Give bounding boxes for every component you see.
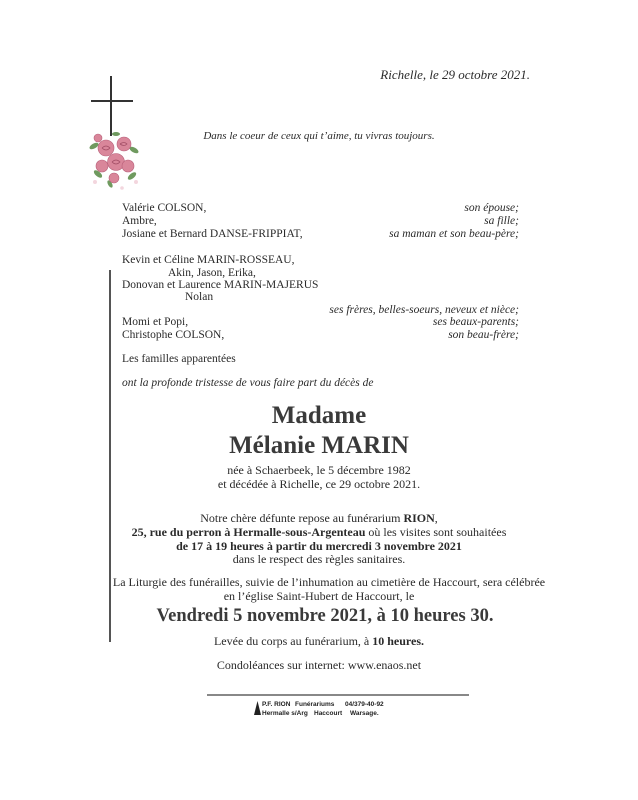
siblings-line-4: Nolan (185, 291, 214, 303)
company-name: P.F. RION (262, 701, 291, 708)
family-row (122, 315, 519, 329)
siblings-relation: ses frères, belles-soeurs, neveux et nièce; (329, 304, 519, 316)
motto: Dans le coeur de ceux qui t’aime, tu vivras toujours. (203, 130, 435, 142)
visitation-text: Notre chère défunte repose au funérarium (200, 511, 404, 525)
cross-horizontal (91, 100, 133, 102)
levee-time: 10 heures. (372, 634, 425, 648)
location-2: Haccourt (314, 710, 343, 717)
location-3: Warsage. (350, 710, 379, 717)
family-name: Josiane et Bernard DANSE-FRIPPIAT, (122, 228, 303, 240)
company-phone: 04/379-40-92 (345, 701, 384, 708)
deceased-name: Mélanie MARIN (229, 432, 409, 459)
funeral-home-logo-icon (254, 701, 261, 715)
family-relation: sa maman et son beau-père; (389, 228, 519, 240)
visitation-hours: de 17 à 19 heures à partir du mercredi 3 novembre 2021 (176, 539, 462, 553)
family-relation: ses beaux-parents; (432, 316, 519, 328)
levee-line (0, 634, 638, 648)
family-relation: son épouse; (464, 202, 519, 214)
company-type: Funérariums (295, 701, 335, 708)
family-row (122, 328, 519, 342)
footer-rule (207, 694, 469, 696)
funeral-date: Vendredi 5 novembre 2021, à 10 heures 30. (156, 606, 494, 626)
deceased-died: et décédée à Richelle, ce 29 octobre 2021. (217, 477, 421, 491)
location-1: Hermalle s/Arg (262, 710, 308, 717)
visitation-text: , (434, 511, 438, 525)
family-relation: son beau-frère; (448, 329, 519, 341)
family-name: Ambre, (122, 215, 157, 227)
visitation-text: où les visites sont souhaitées (365, 525, 507, 539)
visitation-sanitary: dans le respect des règles sanitaires. (232, 552, 406, 566)
date-place: Richelle, le 29 octobre 2021. (380, 67, 530, 82)
announcement: ont la profonde tristesse de vous faire part du décès de (122, 377, 374, 389)
funerarium-address: 25, rue du perron à Hermalle-sous-Argenteau (131, 525, 366, 539)
family-row (122, 201, 519, 215)
funerarium-name: RION (403, 511, 435, 525)
liturgy-line-1: La Liturgie des funérailles, suivie de l’inhumation au cimetière de Haccourt, sera célébrée (112, 575, 546, 589)
family-row (122, 214, 519, 228)
siblings-line-2: Akin, Jason, Erika, (168, 267, 256, 279)
levee-text: Levée du corps au funérarium, à (213, 634, 373, 648)
siblings-line-1: Kevin et Céline MARIN-ROSSEAU, (122, 254, 295, 266)
deceased-born: née à Schaerbeek, le 5 décembre 1982 (227, 463, 411, 477)
family-name: Valérie COLSON, (122, 202, 207, 214)
family-row (122, 227, 519, 241)
visitation-line-1 (0, 511, 638, 525)
deceased-title: Madame (271, 402, 367, 429)
siblings-line-3: Donovan et Laurence MARIN-MAJERUS (122, 279, 319, 291)
family-name: Momi et Popi, (122, 316, 189, 328)
visitation-line-2 (0, 525, 638, 539)
family-relation: sa fille; (484, 215, 519, 227)
liturgy-line-2: en l’église Saint-Hubert de Haccourt, le (223, 589, 415, 603)
families-text: Les familles apparentées (122, 353, 236, 365)
condolences: Condoléances sur internet: www.enaos.net (216, 658, 422, 672)
family-name: Christophe COLSON, (122, 329, 225, 341)
